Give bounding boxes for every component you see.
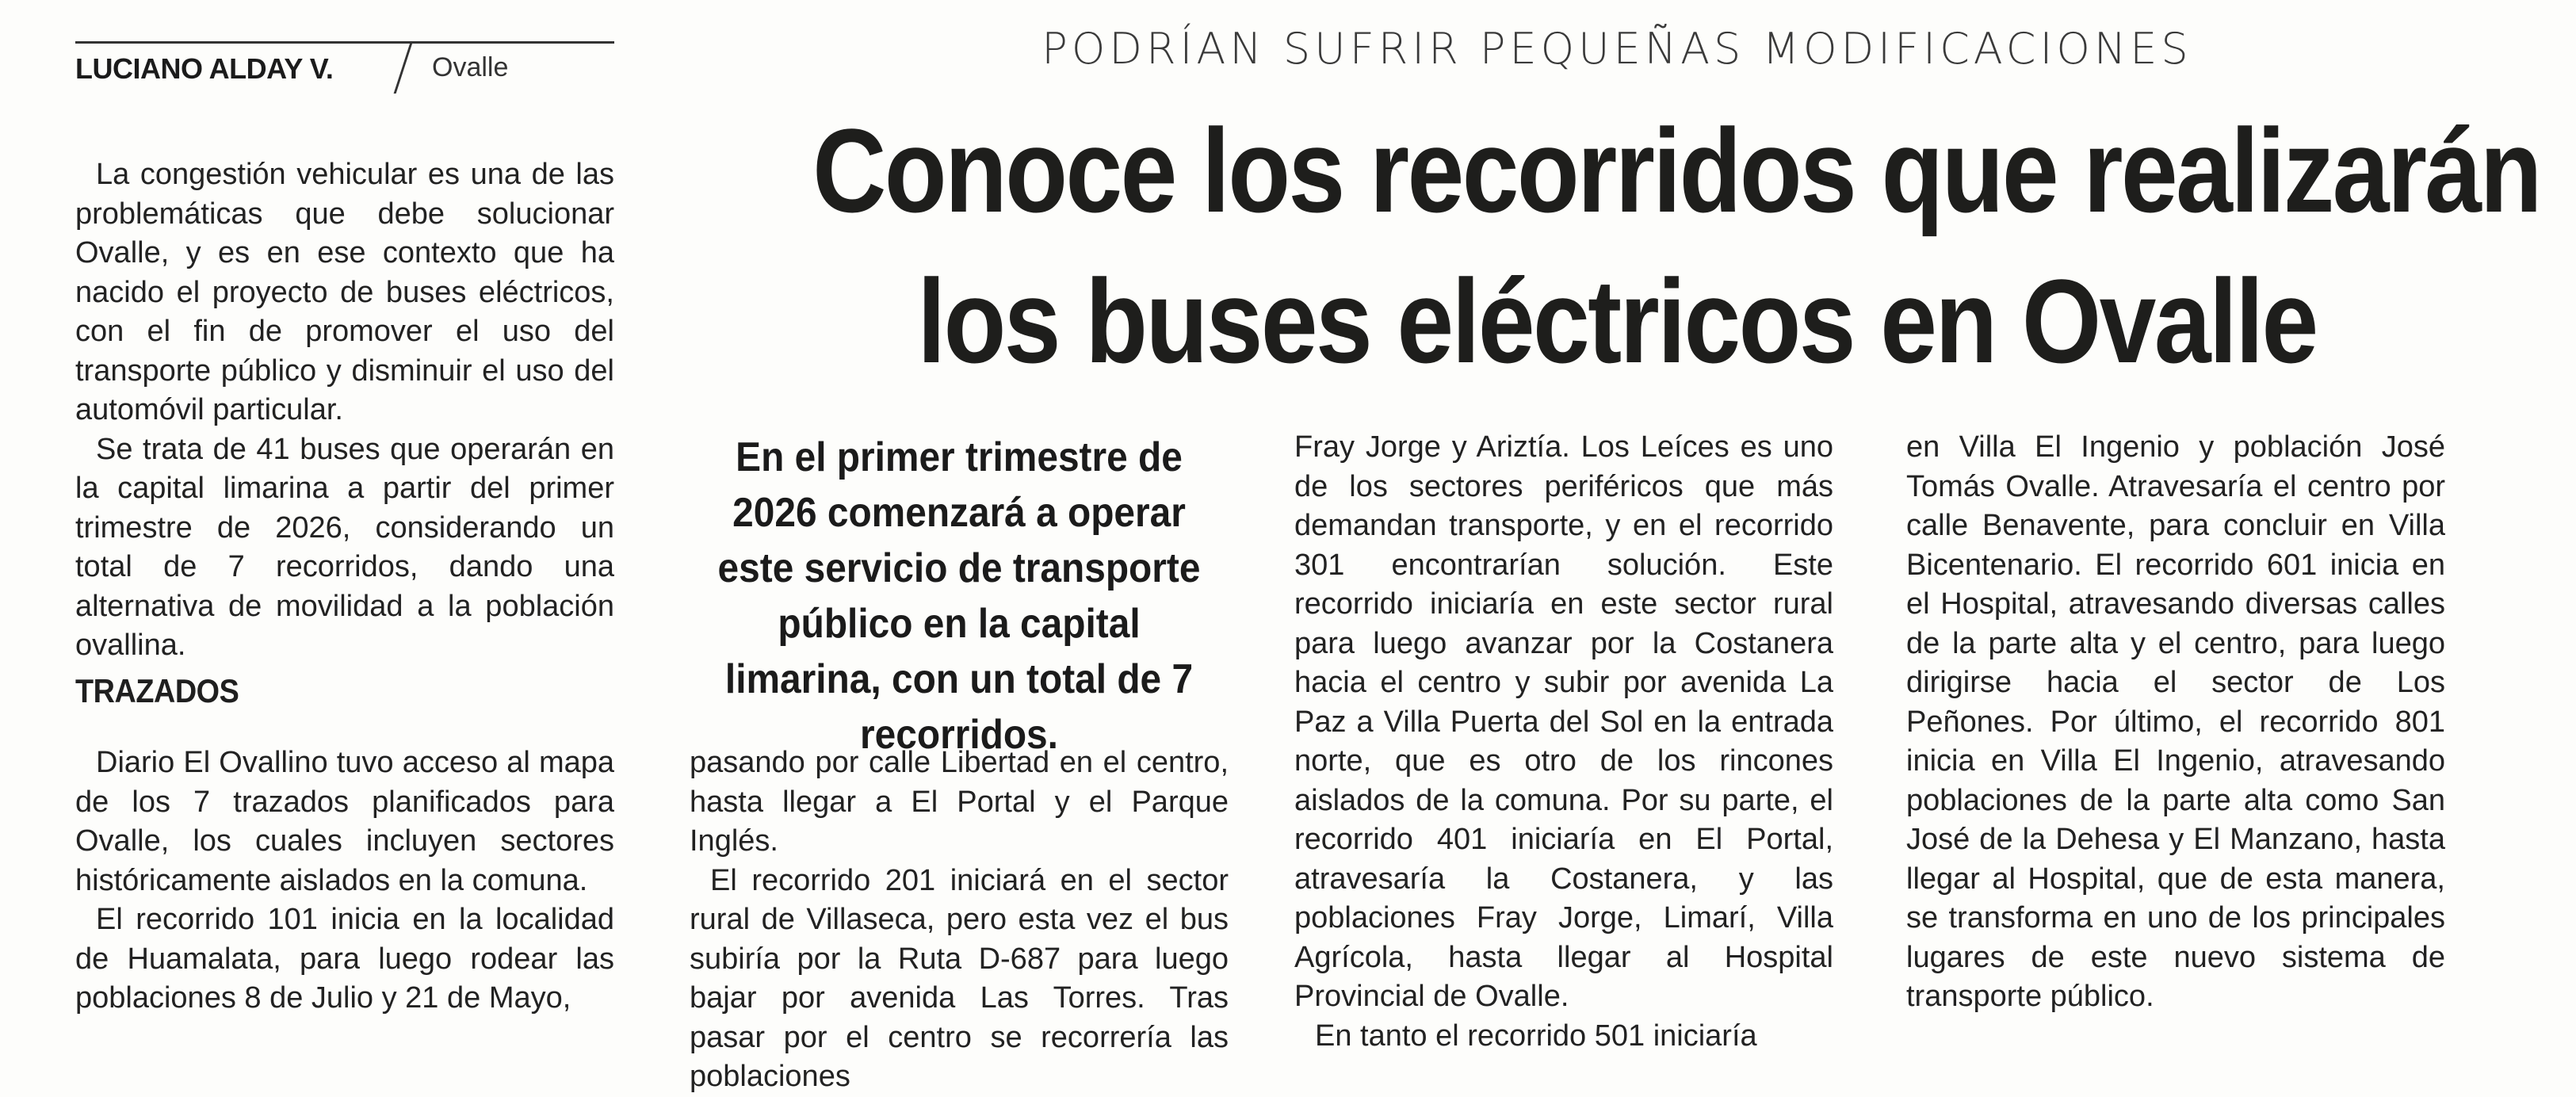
intro-paragraph-1: La congestión vehicular es una de las problemáticas que debe solucionar Ovalle, y es en ese contexto que ha nacido el proyecto de buses eléctricos, con el fin de promover el uso del transporte público y disminuir el uso del automóvil particular.: [75, 158, 614, 426]
body-column-4: [1906, 428, 2445, 1017]
column4-paragraph-1: en Villa El Ingenio y población José Tomás Ovalle. Atravesaría el centro por calle Benavente, para concluir en Villa Bicentenario. El recorrido 601 inicia en el Hospital, atravesando diversas calles de la parte alta y el centro, para luego dirigirse hacia el sector de Los Peñones. Por último, el recorrido 801 inicia en Villa El Ingenio, atravesando poblaciones de la parte alta como San José de la Dehesa y El Manzano, hasta llegar al Hospital, que de esta manera, se transforma en uno de los principales lugares de este nuevo sistema de transporte público.: [1906, 430, 2445, 1013]
byline-divider: [394, 43, 413, 94]
byline-rule: [75, 41, 614, 44]
section-paragraph-2: El recorrido 101 inicia en la localidad de Huamalata, para luego rodear las poblaciones 8 de Julio y 21 de Mayo,: [75, 903, 614, 1015]
section-column: [75, 743, 614, 1019]
byline-location: Ovalle: [432, 52, 509, 82]
section-subhead: TRAZADOS: [75, 672, 239, 709]
author-name: LUCIANO ALDAY V.: [75, 52, 334, 85]
column3-paragraph-2: En tanto el recorrido 501 iniciaría: [1315, 1019, 1757, 1053]
column2-paragraph-1: pasando por calle Libertad en el centro, hasta llegar a El Portal y el Parque Inglés.: [690, 746, 1229, 858]
headline-line-2: los buses eléctricos en Ovalle: [917, 254, 2317, 388]
column3-paragraph-1: Fray Jorge y Ariztía. Los Leíces es uno de los sectores periféricos que más demandan transporte, y en el recorrido 301 encontrarían solución. Este recorrido iniciaría en este sector rural para luego avanzar por la Costanera hacia el centro y subir por avenida La Paz a Villa Puerta del Sol en la entrada norte, que es otro de los rincones aislados de la comuna. Por su parte, el recorrido 401 iniciaría en El Portal, atravesaría la Costanera, y las poblaciones Fray Jorge, Limarí, Villa Agrícola, hasta llegar al Hospital Provincial de Ovalle.: [1294, 430, 1833, 1013]
column2-paragraph-2: El recorrido 201 iniciará en el sector rural de Villaseca, pero esta vez el bus subiría por la Ruta D-687 para luego bajar por avenida Las Torres. Tras pasar por el centro se recorrería las poblaciones: [690, 863, 1229, 1093]
standfirst: En el primer trimestre de 2026 comenzará a operar este servicio de transporte público en la capital limarina, con un total de 7 recorridos.: [717, 434, 1201, 758]
intro-column: [75, 155, 614, 666]
body-column-2: [690, 743, 1229, 1097]
headline-line-1: Conoce los recorridos que realizarán: [812, 104, 2540, 237]
intro-paragraph-2: Se trata de 41 buses que operarán en la capital limarina a partir del primer trimestre de 2026, considerando un total de 7 recorridos, dando una alternativa de movilidad a la población ovallina.: [75, 432, 614, 662]
byline: [75, 41, 614, 90]
headline: [812, 95, 2540, 396]
body-column-3: [1294, 428, 1833, 1056]
section-paragraph-1: Diario El Ovallino tuvo acceso al mapa de los 7 trazados planificados para Ovalle, los cuales incluyen sectores históricamente aislados en la comuna.: [75, 746, 614, 897]
kicker: PODRÍAN SUFRIR PEQUEÑAS MODIFICACIONES: [1041, 24, 2192, 74]
